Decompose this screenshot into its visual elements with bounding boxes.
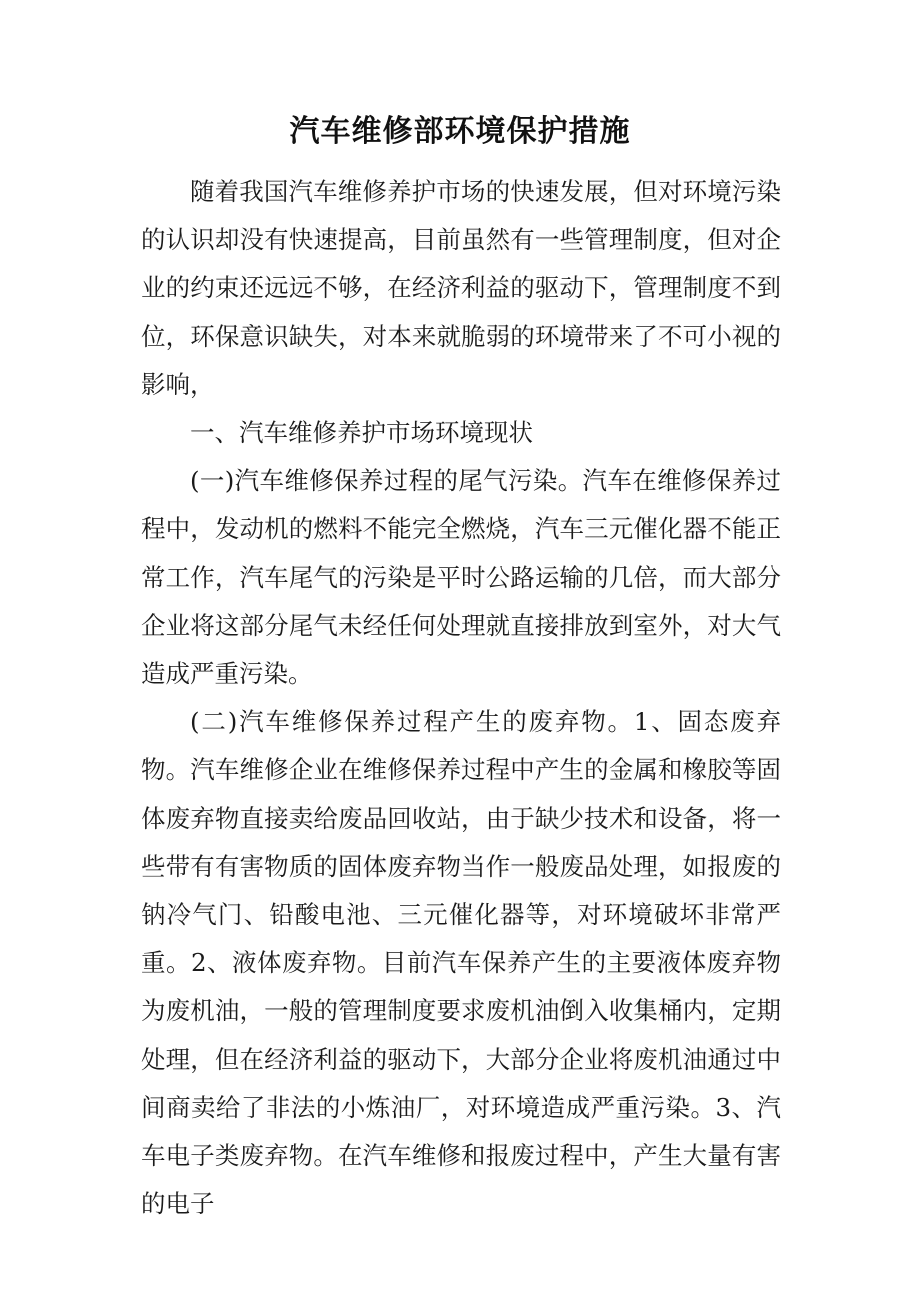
document-title: 汽车维修部环境保护措施 (289, 114, 631, 149)
document-body (141, 168, 781, 1228)
section-heading-1: 一、汽车维修养护市场环境现状 (190, 418, 533, 448)
paragraph-exhaust-pollution: (一)汽车维修保养过程的尾气污染。汽车在维修保养过程中，发动机的燃料不能完全燃烧，汽车三元催化器不能正常工作，汽车尾气的污染是平时公路运输的几倍，而大部分企业将这部分尾气未经任何处理就直接排放到室外，对大气造成严重污染。 (141, 466, 781, 689)
paragraph-waste: (二)汽车维修保养过程产生的废弃物。1、固态废弃物。汽车维修企业在维修保养过程中产生的金属和橡胶等固体废弃物直接卖给废品回收站，由于缺少技术和设备，将一些带有有害物质的固体废弃物当作一般废品处理，如报废的钠冷气门、铅酸电池、三元催化器等，对环境破坏非常严重。2、液体废弃物。目前汽车保养产生的主要液体废弃物为废机油，一般的管理制度要求废机油倒入收集桶内，定期处理，但在经济利益的驱动下，大部分企业将废机油通过中间商卖给了非法的小炼油厂，对环境造成严重污染。3、汽车电子类废弃物。在汽车维修和报废过程中，产生大量有害的电子 (141, 707, 781, 1219)
paragraph-intro: 随着我国汽车维修养护市场的快速发展，但对环境污染的认识却没有快速提高，目前虽然有一些管理制度，但对企业的约束还远远不够，在经济利益的驱动下，管理制度不到位，环保意识缺失，对本来就脆弱的环境带来了不可小视的影响， (141, 177, 781, 399)
